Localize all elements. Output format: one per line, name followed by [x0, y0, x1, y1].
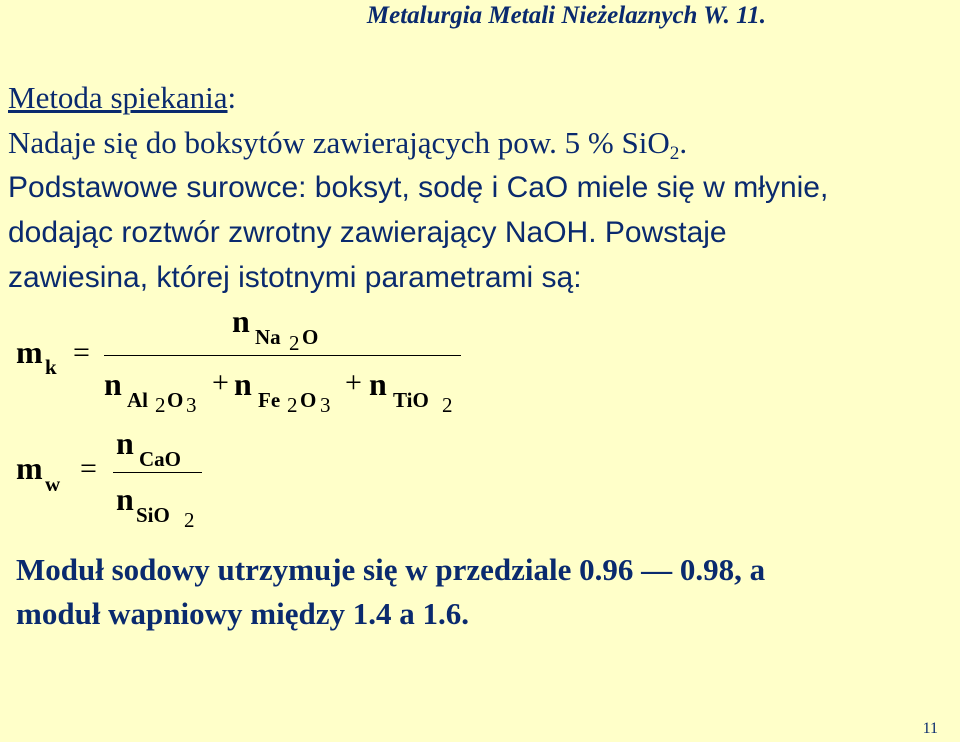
mk-num-n: n	[232, 303, 250, 339]
mw-den-sub-2: 2	[184, 508, 195, 532]
mk-den-s2-3: 3	[320, 393, 331, 417]
mk-den-s2-a: Fe	[258, 388, 281, 412]
mk-lhs-sub: k	[45, 355, 57, 379]
paragraph-line-3: dodając roztwór zwrotny zawierający NaOH. Powstaje	[8, 216, 727, 249]
mk-den-s1-b: O	[167, 388, 184, 412]
mk-plus-2: +	[345, 366, 362, 399]
mk-num-sub-2: 2	[289, 331, 300, 355]
mw-lhs: m	[16, 450, 43, 486]
mk-fraction-line	[104, 355, 461, 356]
mk-den-n1: n	[104, 366, 122, 402]
header-title: Metalurgia Metali Nieżelaznych W. 11.	[366, 2, 766, 29]
paragraph-line-1-end: .	[679, 125, 688, 160]
mw-den-n: n	[116, 481, 134, 517]
mk-den-n3: n	[369, 366, 387, 402]
section-title-colon: :	[227, 80, 237, 115]
mk-num-sub-a: Na	[255, 325, 281, 349]
mw-fraction-line	[113, 472, 202, 473]
intro-paragraph	[8, 120, 828, 300]
conclusion	[16, 548, 765, 636]
mk-den-s3-a: TiO	[393, 388, 429, 412]
paragraph-line-1-sub: 2	[669, 142, 680, 164]
paragraph-line-1-text: Nadaje się do boksytów zawierających pow. 5 % SiO	[8, 125, 670, 160]
mk-den-s1-3: 3	[186, 393, 197, 417]
mk-den-s2-2: 2	[287, 393, 298, 417]
mk-equals: =	[73, 336, 90, 369]
mw-num-n: n	[116, 425, 134, 461]
mk-den-n2: n	[234, 366, 252, 402]
paragraph-line-1	[8, 120, 828, 165]
mk-den-s1-2: 2	[155, 393, 166, 417]
mk-den-s2-b: O	[300, 388, 317, 412]
paragraph-line-2: Podstawowe surowce: boksyt, sodę i CaO miele się w młynie,	[8, 171, 829, 204]
paragraph-line-4: zawiesina, której istotnymi parametrami są:	[8, 261, 582, 294]
section-title	[8, 80, 236, 116]
section-title-text: Metoda spiekania	[8, 80, 228, 115]
mk-plus-1: +	[212, 366, 229, 399]
conclusion-line-1: Moduł sodowy utrzymuje się w przedziale 0.96 — 0.98, a	[16, 552, 766, 587]
mw-equals: =	[80, 452, 97, 485]
mw-den-sub-a: SiO	[136, 503, 170, 527]
mk-lhs: m	[16, 334, 43, 370]
mw-num-sub: CaO	[139, 447, 181, 471]
mk-den-s3-2: 2	[442, 393, 453, 417]
mk-den-s1-a: Al	[127, 388, 148, 412]
page-number: 11	[922, 720, 938, 737]
mk-num-sub-b: O	[302, 325, 319, 349]
conclusion-line-2: moduł wapniowy między 1.4 a 1.6.	[16, 596, 469, 631]
mw-lhs-sub: w	[45, 472, 61, 496]
